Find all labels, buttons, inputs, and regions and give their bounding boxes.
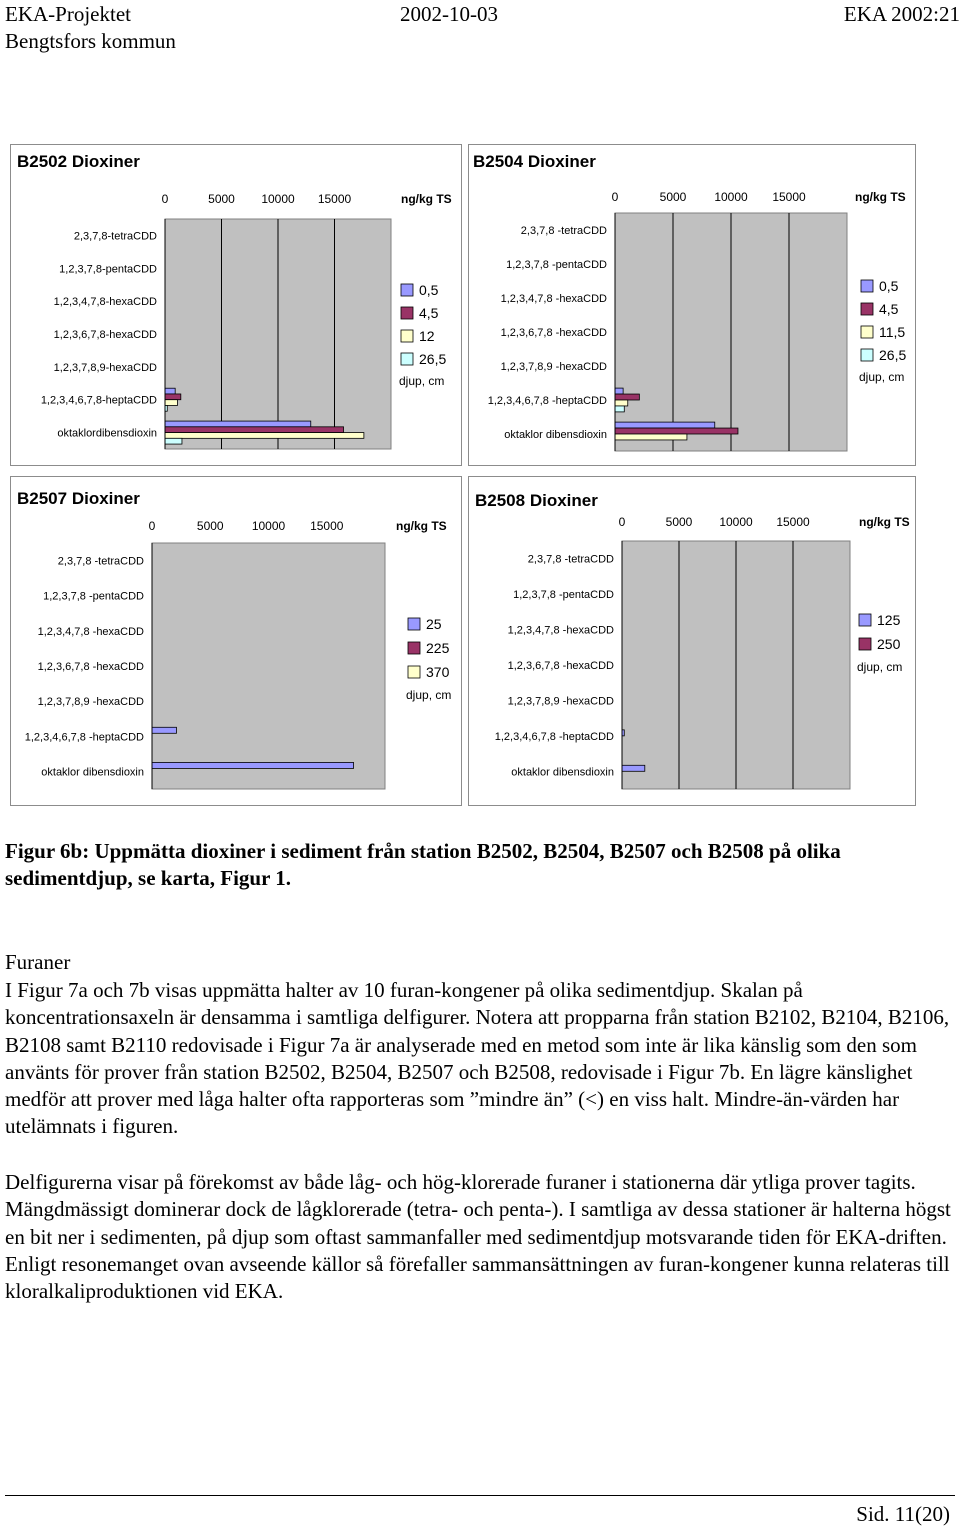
bar xyxy=(622,765,645,771)
bar xyxy=(615,434,687,440)
x-tick-label: 5000 xyxy=(196,519,224,533)
bar xyxy=(165,438,182,444)
header-municipality: Bengtsfors kommun xyxy=(5,29,176,53)
x-tick-label: 10000 xyxy=(261,192,295,206)
legend-swatch xyxy=(408,618,420,630)
x-tick-label: 0 xyxy=(161,192,169,206)
x-axis-unit: ng/kg TS xyxy=(855,190,906,204)
category-label: oktaklor dibensdioxin xyxy=(41,766,144,779)
category-label: 2,3,7,8 -tetraCDD xyxy=(57,555,144,568)
chart-title: B2504 Dioxiner xyxy=(473,152,596,171)
legend-label: 4,5 xyxy=(879,301,899,317)
category-label: 1,2,3,6,7,8 -hexaCDD xyxy=(507,660,614,672)
header-report-id: EKA 2002:21 xyxy=(843,2,960,26)
page-header xyxy=(5,0,960,56)
paragraph-1: I Figur 7a och 7b visas uppmätta halter av 10 furan-kongener på olika sedimentdjup. Skalan på koncentrationsaxeln är densamma i samtliga delfigurer. Notera att propparna från station B2102, B2104, B2106, B2108 samt B2110 redovisade i Figur 7a är analyserade med en metod som inte är lika känslig som den som använts för prover från station B2502, B2504, B2507 och B2508, redovisade i Figur 7b. En lägre känslighet medför att prover med låga halter ofta rapporteras som ”mindre än” (<) en viss halt. Mindre-än-värden har utelämnats i figuren. xyxy=(5,978,950,1139)
legend-label: 0,5 xyxy=(879,278,899,294)
bar xyxy=(615,406,624,412)
x-tick-label: 15000 xyxy=(317,192,352,206)
x-tick-label: 5000 xyxy=(665,515,693,529)
bar xyxy=(165,433,364,439)
paragraph-2: Delfigurerna visar på förekomst av både låg- och hög-klorerade furaner i stationerna där ytliga prover tagits. Mängdmässigt dominerar dock de lågklorerade (tetra- och penta-). I samtliga av dessa stationer är halterna högst en bit ner i sedimenten, på djup som oftast sammanfaller med sedimentdjup motsvarande tiden för EKA-driften. Enligt resonemanget ovan avseende källor så förefaller sammansättningen av furan-kongener kunna relateras till kloralkaliproduktionen vid EKA. xyxy=(5,1170,951,1304)
legend-swatch xyxy=(861,349,873,361)
x-tick-label: 10000 xyxy=(719,515,753,529)
legend-swatch xyxy=(408,666,420,678)
legend-swatch xyxy=(401,330,413,342)
legend-title: djup, cm xyxy=(857,660,903,674)
legend-label: 250 xyxy=(877,636,901,652)
bar xyxy=(165,400,177,406)
category-label: 2,3,7,8 -tetraCDD xyxy=(527,553,614,566)
category-label: oktaklordibensdioxin xyxy=(57,427,157,440)
legend-label: 370 xyxy=(426,664,450,680)
bar xyxy=(615,422,715,428)
legend-label: 125 xyxy=(877,612,901,628)
x-tick-label: 10000 xyxy=(251,519,286,533)
category-label: 1,2,3,7,8,9 -hexaCDD xyxy=(37,696,144,709)
category-label: 1,2,3,4,7,8-hexaCDD xyxy=(53,296,157,309)
category-label: 1,2,3,6,7,8-hexaCDD xyxy=(53,329,157,341)
category-label: 2,3,7,8-tetraCDD xyxy=(73,230,157,243)
category-label: 1,2,3,4,6,7,8 -heptaCDD xyxy=(487,395,607,407)
chart-title: B2502 Dioxiner xyxy=(17,152,140,171)
legend-swatch xyxy=(401,307,413,319)
chart-panel-b2502 xyxy=(10,144,462,466)
category-label: 1,2,3,7,8,9 -hexaCDD xyxy=(507,695,614,708)
legend-title: djup, cm xyxy=(859,370,905,384)
legend-label: 12 xyxy=(419,328,435,344)
legend-swatch xyxy=(401,353,413,365)
plot-area xyxy=(152,543,385,789)
x-tick-label: 15000 xyxy=(310,519,344,533)
x-tick-label: 15000 xyxy=(776,515,810,529)
x-tick-label: 5000 xyxy=(659,190,687,204)
category-label: 1,2,3,7,8 -pentaCDD xyxy=(43,590,144,603)
bar xyxy=(615,388,623,394)
category-label: 1,2,3,7,8-pentaCDD xyxy=(59,263,157,276)
chart-b2507 xyxy=(11,477,461,805)
x-tick-label: 5000 xyxy=(208,192,235,206)
bar xyxy=(165,427,344,433)
legend-label: 11,5 xyxy=(879,324,906,340)
category-label: 1,2,3,4,6,7,8 -heptaCDD xyxy=(24,731,144,744)
category-label: oktaklor dibensdioxin xyxy=(511,766,614,779)
legend-swatch xyxy=(861,280,873,292)
category-label: 1,2,3,6,7,8 -hexaCDD xyxy=(500,327,607,339)
category-label: 2,3,7,8 -tetraCDD xyxy=(520,225,607,237)
x-tick-label: 15000 xyxy=(772,190,806,204)
bar xyxy=(165,394,181,400)
category-label: 1,2,3,7,8 -pentaCDD xyxy=(513,589,614,602)
x-axis-unit: ng/kg TS xyxy=(396,519,447,533)
category-label: oktaklor dibensdioxin xyxy=(504,429,607,441)
x-tick-label: 0 xyxy=(611,190,619,204)
legend-label: 26,5 xyxy=(419,351,447,367)
x-tick-label: 0 xyxy=(618,515,626,529)
footer-rule xyxy=(5,1495,955,1496)
legend-swatch xyxy=(408,642,420,654)
legend-label: 26,5 xyxy=(879,347,907,363)
category-label: 1,2,3,4,6,7,8-heptaCDD xyxy=(40,394,157,407)
x-axis-unit: ng/kg TS xyxy=(401,192,452,206)
category-label: 1,2,3,4,6,7,8 -heptaCDD xyxy=(494,730,614,743)
chart-panel-b2504 xyxy=(468,144,916,466)
figure-caption: Figur 6b: Uppmätta dioxiner i sediment från station B2502, B2504, B2507 och B2508 på olika sedimentdjup, se karta, Figur 1. xyxy=(5,839,841,890)
legend-swatch xyxy=(861,303,873,315)
category-label: 1,2,3,7,8,9-hexaCDD xyxy=(53,361,157,374)
x-axis-unit: ng/kg TS xyxy=(859,515,910,529)
header-date: 2002-10-03 xyxy=(400,2,498,26)
page-number: Sid. 11(20) xyxy=(856,1502,950,1526)
legend-title: djup, cm xyxy=(399,374,445,388)
bar xyxy=(152,762,354,768)
chart-b2508 xyxy=(469,477,915,805)
category-label: 1,2,3,4,7,8 -hexaCDD xyxy=(507,624,614,637)
category-label: 1,2,3,7,8,9 -hexaCDD xyxy=(500,361,607,373)
bar xyxy=(615,394,639,400)
bar xyxy=(152,727,176,733)
legend-title: djup, cm xyxy=(406,688,452,702)
chart-title: B2507 Dioxiner xyxy=(17,489,140,508)
chart-panel-b2508 xyxy=(468,476,916,806)
section-heading: Furaner xyxy=(5,950,71,974)
legend-swatch xyxy=(859,638,871,650)
bar xyxy=(615,428,738,434)
bar xyxy=(615,400,628,406)
legend-swatch xyxy=(861,326,873,338)
bar xyxy=(165,388,175,394)
chart-title: B2508 Dioxiner xyxy=(475,491,598,510)
category-label: 1,2,3,7,8 -pentaCDD xyxy=(506,259,607,271)
x-tick-label: 10000 xyxy=(714,190,748,204)
bar xyxy=(165,421,311,427)
chart-b2502 xyxy=(11,145,461,465)
category-label: 1,2,3,6,7,8 -hexaCDD xyxy=(37,661,144,673)
chart-b2504 xyxy=(469,145,915,465)
legend-label: 0,5 xyxy=(419,282,439,298)
chart-panel-b2507 xyxy=(10,476,462,806)
legend-label: 25 xyxy=(426,616,442,632)
category-label: 1,2,3,4,7,8 -hexaCDD xyxy=(500,293,607,305)
legend-swatch xyxy=(859,614,871,626)
x-tick-label: 0 xyxy=(148,519,156,533)
legend-label: 4,5 xyxy=(419,305,439,321)
category-label: 1,2,3,4,7,8 -hexaCDD xyxy=(37,625,144,638)
legend-swatch xyxy=(401,284,413,296)
header-project: EKA-Projektet xyxy=(5,2,131,26)
legend-label: 225 xyxy=(426,640,450,656)
